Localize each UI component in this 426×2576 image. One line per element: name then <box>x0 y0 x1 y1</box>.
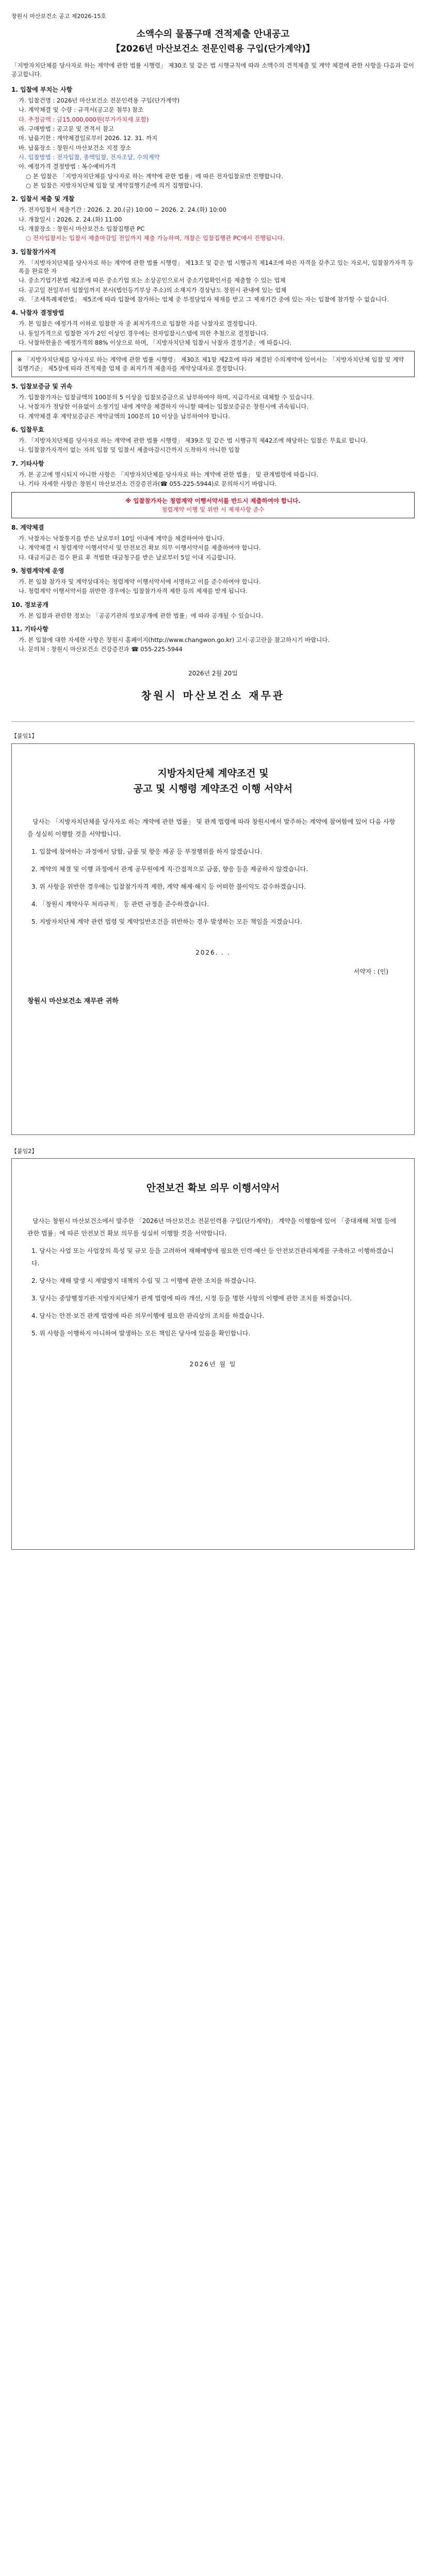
list-item: 나. 문의처 : 창원시 마산보건소 건강증진과 ☎ 055-225-5944 <box>19 646 183 653</box>
safety-item: 3. 당사는 중앙행정기관·지방자치단체가 관계 법령에 따라 개선, 시정 등을 명한 사항의 이행에 관한 조치를 하겠습니다. <box>31 1294 352 1302</box>
integrity-box <box>11 492 415 518</box>
notice-date: 2026년 2월 20일 <box>188 669 238 677</box>
list-item: 나. 중소기업기본법 제2조에 따른 중소기업 또는 소상공인으로서 중소기업확인서를 제출할 수 있는 업체 <box>19 277 286 284</box>
attachment-tag: 【붙임2】 <box>11 1147 38 1155</box>
list-item: 가. 낙찰자는 낙찰통지를 받은 날로부터 10일 이내에 계약을 체결하여야 합니다. <box>19 535 225 543</box>
attachment-1-title <box>27 766 399 797</box>
list-item: 나. 청렴계약 이행서약서를 위반한 경우에는 입찰참가자격 제한 등의 제재를 받게 됩니다. <box>19 587 248 595</box>
list-item: 다. 대금지급은 검수 완료 후 적법한 대금청구를 받은 날로부터 5일 이내 지급합니다. <box>19 553 236 561</box>
list-item: 마. 납품기한 : 계약체결일로부터 2026. 12. 31. 까지 <box>19 134 158 142</box>
list-item: 다. 추정금액 : 금15,000,000원(부가가치세 포함) <box>19 115 149 123</box>
notice-intro: 「지방자치단체를 당사자로 하는 계약에 관한 법률 시행령」 제30조 및 같은 법 시행규칙에 따라 소액수의 견적제출 및 계약 체결에 관한 사항을 다음과 같이 공고합니다. <box>11 62 414 78</box>
pledge-item: 5. 지방자치단체 계약 관련 법령 및 계약일반조건을 위반하는 경우 발생하는 모든 책임을 지겠습니다. <box>31 918 302 925</box>
list-item: 나. 입찰참가자격이 없는 자의 입찰 및 입찰서 제출마감시간까지 도착하지 아니한 입찰 <box>19 446 240 454</box>
list-item: 나. 개찰일시 : 2026. 2. 24.(화) 11:00 <box>19 215 122 223</box>
attachment-2-title: 안전보건 확보 의무 이행서약서 <box>146 1182 280 1194</box>
section-bid-items <box>11 86 415 190</box>
list-item: 라. 구매방법 : 공고문 및 견적서 참고 <box>19 125 114 132</box>
list-item: 나. 낙찰자가 정당한 이유없이 소정기일 내에 계약을 체결하지 아니할 때에는 입찰보증금은 창원시에 귀속됩니다. <box>19 403 309 411</box>
safety-item: 4. 당사는 안전·보건 관계 법령에 따른 의무이행에 필요한 관리상의 조치를 하겠습니다. <box>31 1312 265 1319</box>
section-heading: 2. 입찰서 제출 및 개찰 <box>11 195 75 203</box>
notice-subtitle: 【2026년 마산보건소 전문인력용 구입(단가계약)】 <box>111 44 315 55</box>
notice-box: ※ 「지방자치단체를 당사자로 하는 계약에 관한 법률 시행령」 제30조 제1항 제2호에 따라 체결된 수의계약에 있어서는 「지방자치단체 입찰 및 계약집행기준」 제5장에 따라 견적제출 업체 중 최저가격 제출자를 계약상대자로 결정합니다. <box>11 351 415 377</box>
list-item: 나. 동일가격으로 입찰한 자가 2인 이상인 경우에는 전자입찰시스템에 의한 추첨으로 결정합니다. <box>19 329 269 337</box>
pledge-recipient: 창원시 마산보건소 재무관 귀하 <box>27 997 119 1005</box>
attachment-2-form <box>11 1158 415 1550</box>
list-item: 사. 입찰방법 : 전자입찰, 총액입찰, 전자조달, 수의계약 <box>19 153 160 161</box>
list-item: ○ 전자입찰서는 입찰서 제출마감일 전일까지 제출 가능하며, 개찰은 입찰집행관 PC에서 진행됩니다. <box>26 234 285 242</box>
attachment-1-title-line1: 지방자치단체 계약조건 및 <box>157 767 269 779</box>
section-misc <box>11 460 415 518</box>
section-invalid-bids <box>11 426 415 454</box>
section-eligibility <box>11 248 415 304</box>
list-item: 다. 낙찰하한율은 예정가격의 88% 이상으로 하며, 「지방자치단체 입찰시 낙찰자 결정기준」에 따릅니다. <box>19 338 292 346</box>
section-heading: 9. 청렴계약제 운영 <box>11 567 64 574</box>
list-item: 아. 예정가격 결정방법 : 복수예비가격 <box>19 163 116 171</box>
attachment-1-form <box>11 743 415 1135</box>
section-other <box>11 625 415 654</box>
section-heading: 7. 기타사항 <box>11 460 44 467</box>
pledge-signature: 서약자 : (인) <box>353 968 388 975</box>
list-item: 가. 본 공고에 명시되지 아니한 사항은 「지방자치단체를 당사자로 하는 계약에 관한 법률」 및 관계법령에 따릅니다. <box>19 470 319 478</box>
section-heading: 10. 정보공개 <box>11 601 48 608</box>
section-heading: 8. 계약체결 <box>11 523 44 531</box>
list-item: 가. 본 입찰 참가자 및 계약상대자는 청렴계약 이행서약서에 서명하고 이를 준수하여야 합니다. <box>19 578 261 586</box>
list-item: 나. 계약체결 시 청렴계약 이행서약서 및 안전보건 확보 의무 이행서약서를 제출하여야 합니다. <box>19 544 261 552</box>
notice-issuer: 창원시 마산보건소 재무관 <box>141 689 285 702</box>
safety-item: 1. 당사는 사업 또는 사업장의 특성 및 규모 등을 고려하여 재해예방에 필요한 인력·예산 등 안전보건관리체계를 구축하고 이행하겠습니다. <box>31 1247 394 1267</box>
list-item: 바. 납품장소 : 창원시 마산보건소 지정 장소 <box>19 144 132 151</box>
section-winner-decision <box>11 309 415 377</box>
list-item: 가. 본 입찰에 대한 자세한 사항은 창원시 홈페이지(http://www.changwon.go.kr) 고시·공고란을 참고하시기 바랍니다. <box>19 636 330 644</box>
list-item: ○ 본 입찰은 지방자치단체 입찰 및 계약집행기준에 의거 집행합니다. <box>26 181 203 189</box>
section-heading: 1. 입찰에 부치는 사항 <box>11 86 73 93</box>
integrity-note-2: 청렴계약 이행 및 위반 시 제재사항 준수 <box>161 505 265 513</box>
list-item: 가. 전자입찰서 제출기간 : 2026. 2. 20.(금) 10:00 ~ 2026. 2. 24.(화) 10:00 <box>19 206 226 214</box>
list-item: 가. 본 입찰과 관련한 정보는 「공공기관의 정보공개에 관한 법률」에 따라 공개될 수 있습니다. <box>19 612 264 619</box>
section-heading: 6. 입찰무효 <box>11 426 44 433</box>
section-heading: 5. 입찰보증금 및 귀속 <box>11 382 73 390</box>
pledge-item: 3. 위 사항을 위반한 경우에는 입찰참가자격 제한, 계약 해제·해지 등 어떠한 불이익도 감수하겠습니다. <box>31 883 306 890</box>
list-item: 가. 입찰참가자는 입찰금액의 100분의 5 이상을 입찰보증금으로 납부하여야 하며, 지급각서로 대체할 수 있습니다. <box>19 393 314 401</box>
safety-item: 5. 위 사항을 이행하지 아니하여 발생하는 모든 책임은 당사에 있음을 확인합니다. <box>31 1329 251 1337</box>
list-item: 나. 기타 자세한 사항은 창원시 마산보건소 건강증진과(☎ 055-225-5944)로 문의하시기 바랍니다. <box>19 480 277 487</box>
safety-date: 2026년 월 일 <box>189 1360 237 1368</box>
section-integrity-contract <box>11 567 415 596</box>
list-item: 가. 입찰건명 : 2026년 마산보건소 전문인력용 구입(단가계약) <box>19 96 180 104</box>
list-item: ○ 본 입찰은 「지방자치단체를 당사자로 하는 계약에 관한 법률」에 따른 전자입찰로만 진행합니다. <box>26 172 284 180</box>
attachment-1-title-line2: 공고 및 시행령 계약조건 이행 서약서 <box>133 783 293 795</box>
safety-item: 2. 당사는 재해 발생 시 재발방지 대책의 수립 및 그 이행에 관한 조치를 하겠습니다. <box>31 1277 256 1284</box>
pledge-item: 1. 입찰에 참여하는 과정에서 담합, 금품 및 향응 제공 등 부정행위를 하지 않겠습니다. <box>31 848 263 855</box>
section-heading: 3. 입찰참가자격 <box>11 248 56 256</box>
list-item: 다. 개찰장소 : 창원시 마산보건소 입찰집행관 PC <box>19 225 145 232</box>
attachment-tag: 【붙임1】 <box>11 733 38 740</box>
section-contract <box>11 523 415 562</box>
section-deposit <box>11 382 415 420</box>
pledge-item: 2. 계약의 체결 및 이행 과정에서 관계 공무원에게 직·간접적으로 금품, 향응 등을 제공하지 않겠습니다. <box>31 865 308 873</box>
section-heading: 4. 낙찰자 결정방법 <box>11 309 64 317</box>
list-item: 다. 계약체결 후 계약보증금은 계약금액의 100분의 10 이상을 납부하여야 합니다. <box>19 412 231 420</box>
pledge-item: 4. 「창원시 계약사무 처리규칙」 등 관련 규정을 준수하겠습니다. <box>31 900 209 908</box>
section-submission <box>11 195 415 242</box>
list-item: 가. 「지방자치단체를 당사자로 하는 계약에 관한 법률 시행령」 제39조 및 같은 법 시행규칙 제42조에 해당하는 입찰은 무효로 합니다. <box>19 436 368 444</box>
notice-number: 창원시 마산보건소 공고 제2026-15호 <box>11 13 106 20</box>
list-item: 가. 「지방자치단체를 당사자로 하는 계약에 관한 법률 시행령」 제13조 및 같은 법 시행규칙 제14조에 따른 자격을 갖추고 있는 자로서, 입찰참가자격 등록을 완료한 자 <box>19 259 414 275</box>
divider <box>11 721 415 722</box>
list-item: 라. 「조세특례제한법」 제5조에 따라 입찰에 참가하는 업체 중 부정당업자 제재를 받고 그 제재기간 중에 있는 자는 입찰에 참가할 수 없습니다. <box>19 295 389 303</box>
pledge-paragraph: 당사는 「지방자치단체를 당사자로 하는 계약에 관한 법률」 및 관계 법령에 따라 창원시에서 발주하는 계약에 참여함에 있어 다음 사항을 성실히 이행할 것을 서약합니다. <box>27 818 396 838</box>
section-heading: 11. 기타사항 <box>11 625 48 633</box>
list-item: 다. 공고일 전일부터 입찰일까지 본사(법인등기부상 주소)의 소재지가 경상남도 창원시 관내에 있는 업체 <box>19 286 287 294</box>
section-disclosure <box>11 601 415 620</box>
safety-paragraph: 당사는 창원시 마산보건소에서 발주한 「2026년 마산보건소 전문인력용 구입(단가계약)」 계약을 이행함에 있어 「중대재해 처벌 등에 관한 법률」에 따른 안전보건 확보 의무를 성실히 이행할 것을 서약합니다. <box>27 1217 397 1237</box>
pledge-date: 2026. . . <box>195 948 231 956</box>
notice-title: 소액수의 물품구매 견적제출 안내공고 <box>136 28 290 40</box>
list-item: 가. 본 입찰은 예정가격 이하로 입찰한 자 중 최저가격으로 입찰한 자를 낙찰자로 결정합니다. <box>19 320 257 328</box>
list-item: 나. 계약체결 및 수량 : 규격서(공고문 첨부) 참조 <box>19 106 144 114</box>
integrity-note: ※ 입찰참가자는 청렴계약 이행서약서를 반드시 제출하여야 합니다. <box>125 497 301 505</box>
